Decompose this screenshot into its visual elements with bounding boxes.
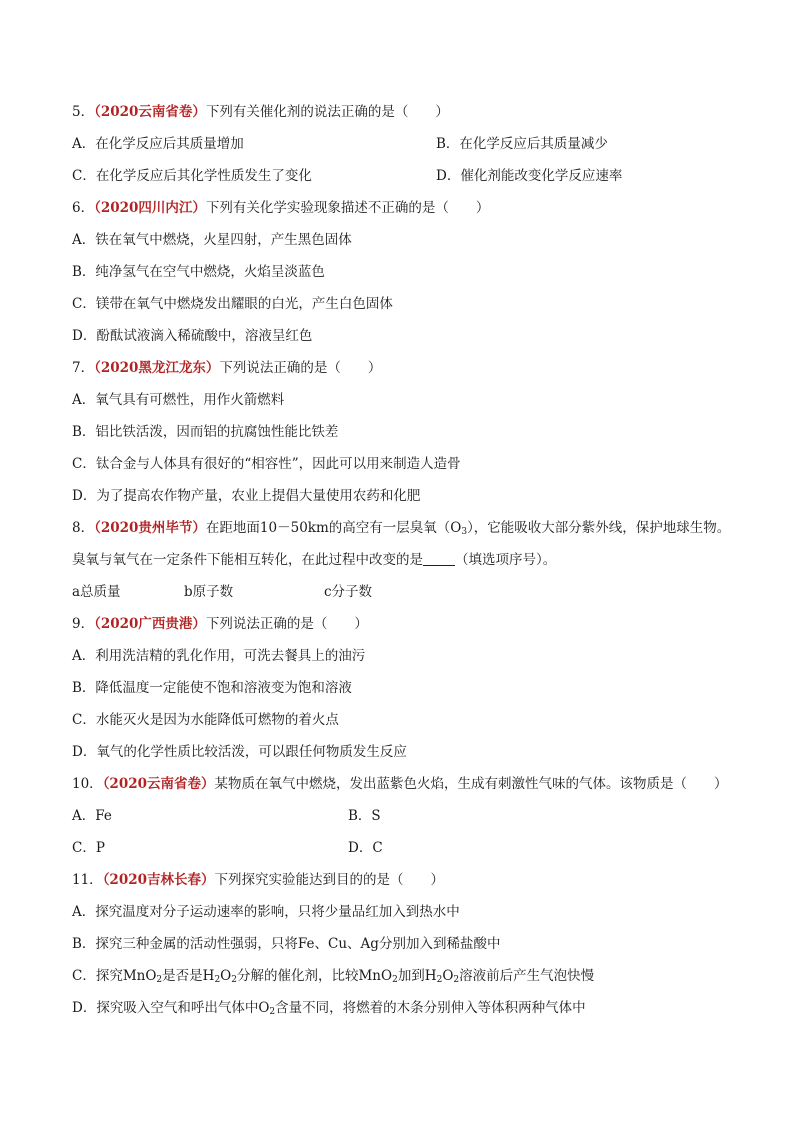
question-source: （2020云南省卷） [94,104,206,120]
question-text: 下列有关催化剂的说法正确的是（ ） [205,104,449,120]
question-text: 下列说法正确的是（ ） [205,616,368,632]
option-b: B．降低温度一定能使不饱和溶液变为饱和溶液 [72,680,352,696]
option-a: A．氧气具有可燃性，用作火箭燃料 [72,392,285,408]
question-source: （2020吉林长春） [102,872,215,888]
option-b: b原子数 [184,584,234,600]
question-text-part2: ），它能吸收大部分紫外线，保护地球生物。 [467,520,731,536]
question-number: 8． [72,520,95,536]
option-c: C．镁带在氧气中燃烧发出耀眼的白光，产生白色固体 [72,296,393,312]
question-source: （2020贵州毕节） [94,520,206,536]
question-5-stem [72,102,732,134]
option-d: D．氧气的化学性质比较活泼，可以跟任何物质发生反应 [72,744,407,760]
subscript: 2 [392,975,398,985]
question-text: 下列有关化学实验现象描述不正确的是（ ） [205,200,490,216]
option-c-text: 分解的催化剂，比较MnO [236,968,393,984]
option-a: A．铁在氧气中燃烧，火星四射，产生黑色固体 [72,232,352,248]
question-number: 10． [72,776,103,792]
question-text: 下列说法正确的是（ ） [219,360,382,376]
option-b: B．纯净氢气在空气中燃烧，火焰呈淡蓝色 [72,264,325,280]
option-c-text: O [220,968,232,984]
option-c-text: 加到H [397,968,437,984]
option-c-text: O [442,968,454,984]
subscript: 2 [269,1007,276,1017]
option-b: B．S [348,808,381,824]
question-source: （2020黑龙江龙东） [94,360,220,376]
subscript: 2 [214,975,221,985]
subscript: 2 [156,975,163,985]
question-number: 11． [72,872,103,888]
question-sheet [72,102,732,1030]
option-d [72,998,732,1030]
subscript: 2 [436,975,443,985]
question-text: 某物质在氧气中燃烧，发出蓝紫色火焰，生成有刺激性气味的气体。该物质是（ ） [214,776,728,792]
question-source: （2020云南省卷） [102,776,215,792]
option-b: B．探究三种金属的活动性强弱，只将Fe、Cu、Ag分别加入到稀盐酸中 [72,936,501,952]
option-d-text: D．探究吸入空气和呼出气体中O [72,1000,270,1016]
question-8-stem [72,518,732,550]
question-text-part1: 在距地面10－50km的高空有一层臭氧（O [205,520,462,536]
question-source: （2020四川内江） [94,200,206,216]
option-c [72,966,732,998]
answer-blank [423,551,455,566]
question-8-options [72,582,732,614]
question-source: （2020广西贵港） [94,616,206,632]
option-d: D．催化剂能改变化学反应速率 [436,168,623,184]
option-d-text: 含量不同，将燃着的木条分别伸入等体积两种气体中 [275,1000,586,1016]
option-d: D．酚酞试液滴入稀硫酸中，溶液呈红色 [72,328,313,344]
question-10-options-row2 [72,838,732,870]
option-a: A．探究温度对分子运动速率的影响，只将少量品红加入到热水中 [72,904,460,920]
option-a: A．在化学反应后其质量增加 [72,136,244,152]
option-c: C．钛合金与人体具有很好的“相容性”，因此可以用来制造人造骨 [72,456,461,472]
question-8-stem-line2 [72,550,732,582]
option-c: C．水能灭火是因为水能降低可燃物的着火点 [72,712,339,728]
option-d: D．为了提高农作物产量，农业上提倡大量使用农药和化肥 [72,488,421,504]
subscript: 3 [461,527,468,537]
option-a: a总质量 [72,584,121,600]
question-5-options-row2 [72,166,732,198]
question-7-stem [72,358,732,390]
option-b: B．铝比铁活泼，因而铝的抗腐蚀性能比铁差 [72,424,339,440]
question-10-options-row1 [72,806,732,838]
option-d: D．C [348,840,383,856]
question-number: 7． [72,360,95,376]
question-text-line2-end: （填选项序号）。 [455,552,557,568]
question-number: 5． [72,104,95,120]
option-a: A．Fe [72,808,112,824]
option-c: c分子数 [324,584,373,600]
question-number: 6． [72,200,95,216]
question-5-options-row1 [72,134,732,166]
option-a: A．利用洗洁精的乳化作用，可洗去餐具上的油污 [72,648,366,664]
subscript: 2 [453,975,460,985]
question-11-stem [72,870,732,902]
option-c: C．P [72,840,105,856]
question-text-line2: 臭氧与氧气在一定条件下能相互转化，在此过程中改变的是 [72,552,423,568]
option-b: B．在化学反应后其质量减少 [436,136,608,152]
option-c-text: 溶液前后产生气泡快慢 [459,968,595,984]
question-text: 下列探究实验能达到目的的是（ ） [214,872,445,888]
question-9-stem [72,614,732,646]
option-c-text: C．探究MnO [72,968,157,984]
subscript: 2 [231,975,237,985]
option-c-text: 是否是H [162,968,215,984]
question-number: 9． [72,616,95,632]
option-c: C．在化学反应后其化学性质发生了变化 [72,168,312,184]
question-10-stem [72,774,732,806]
question-6-stem [72,198,732,230]
